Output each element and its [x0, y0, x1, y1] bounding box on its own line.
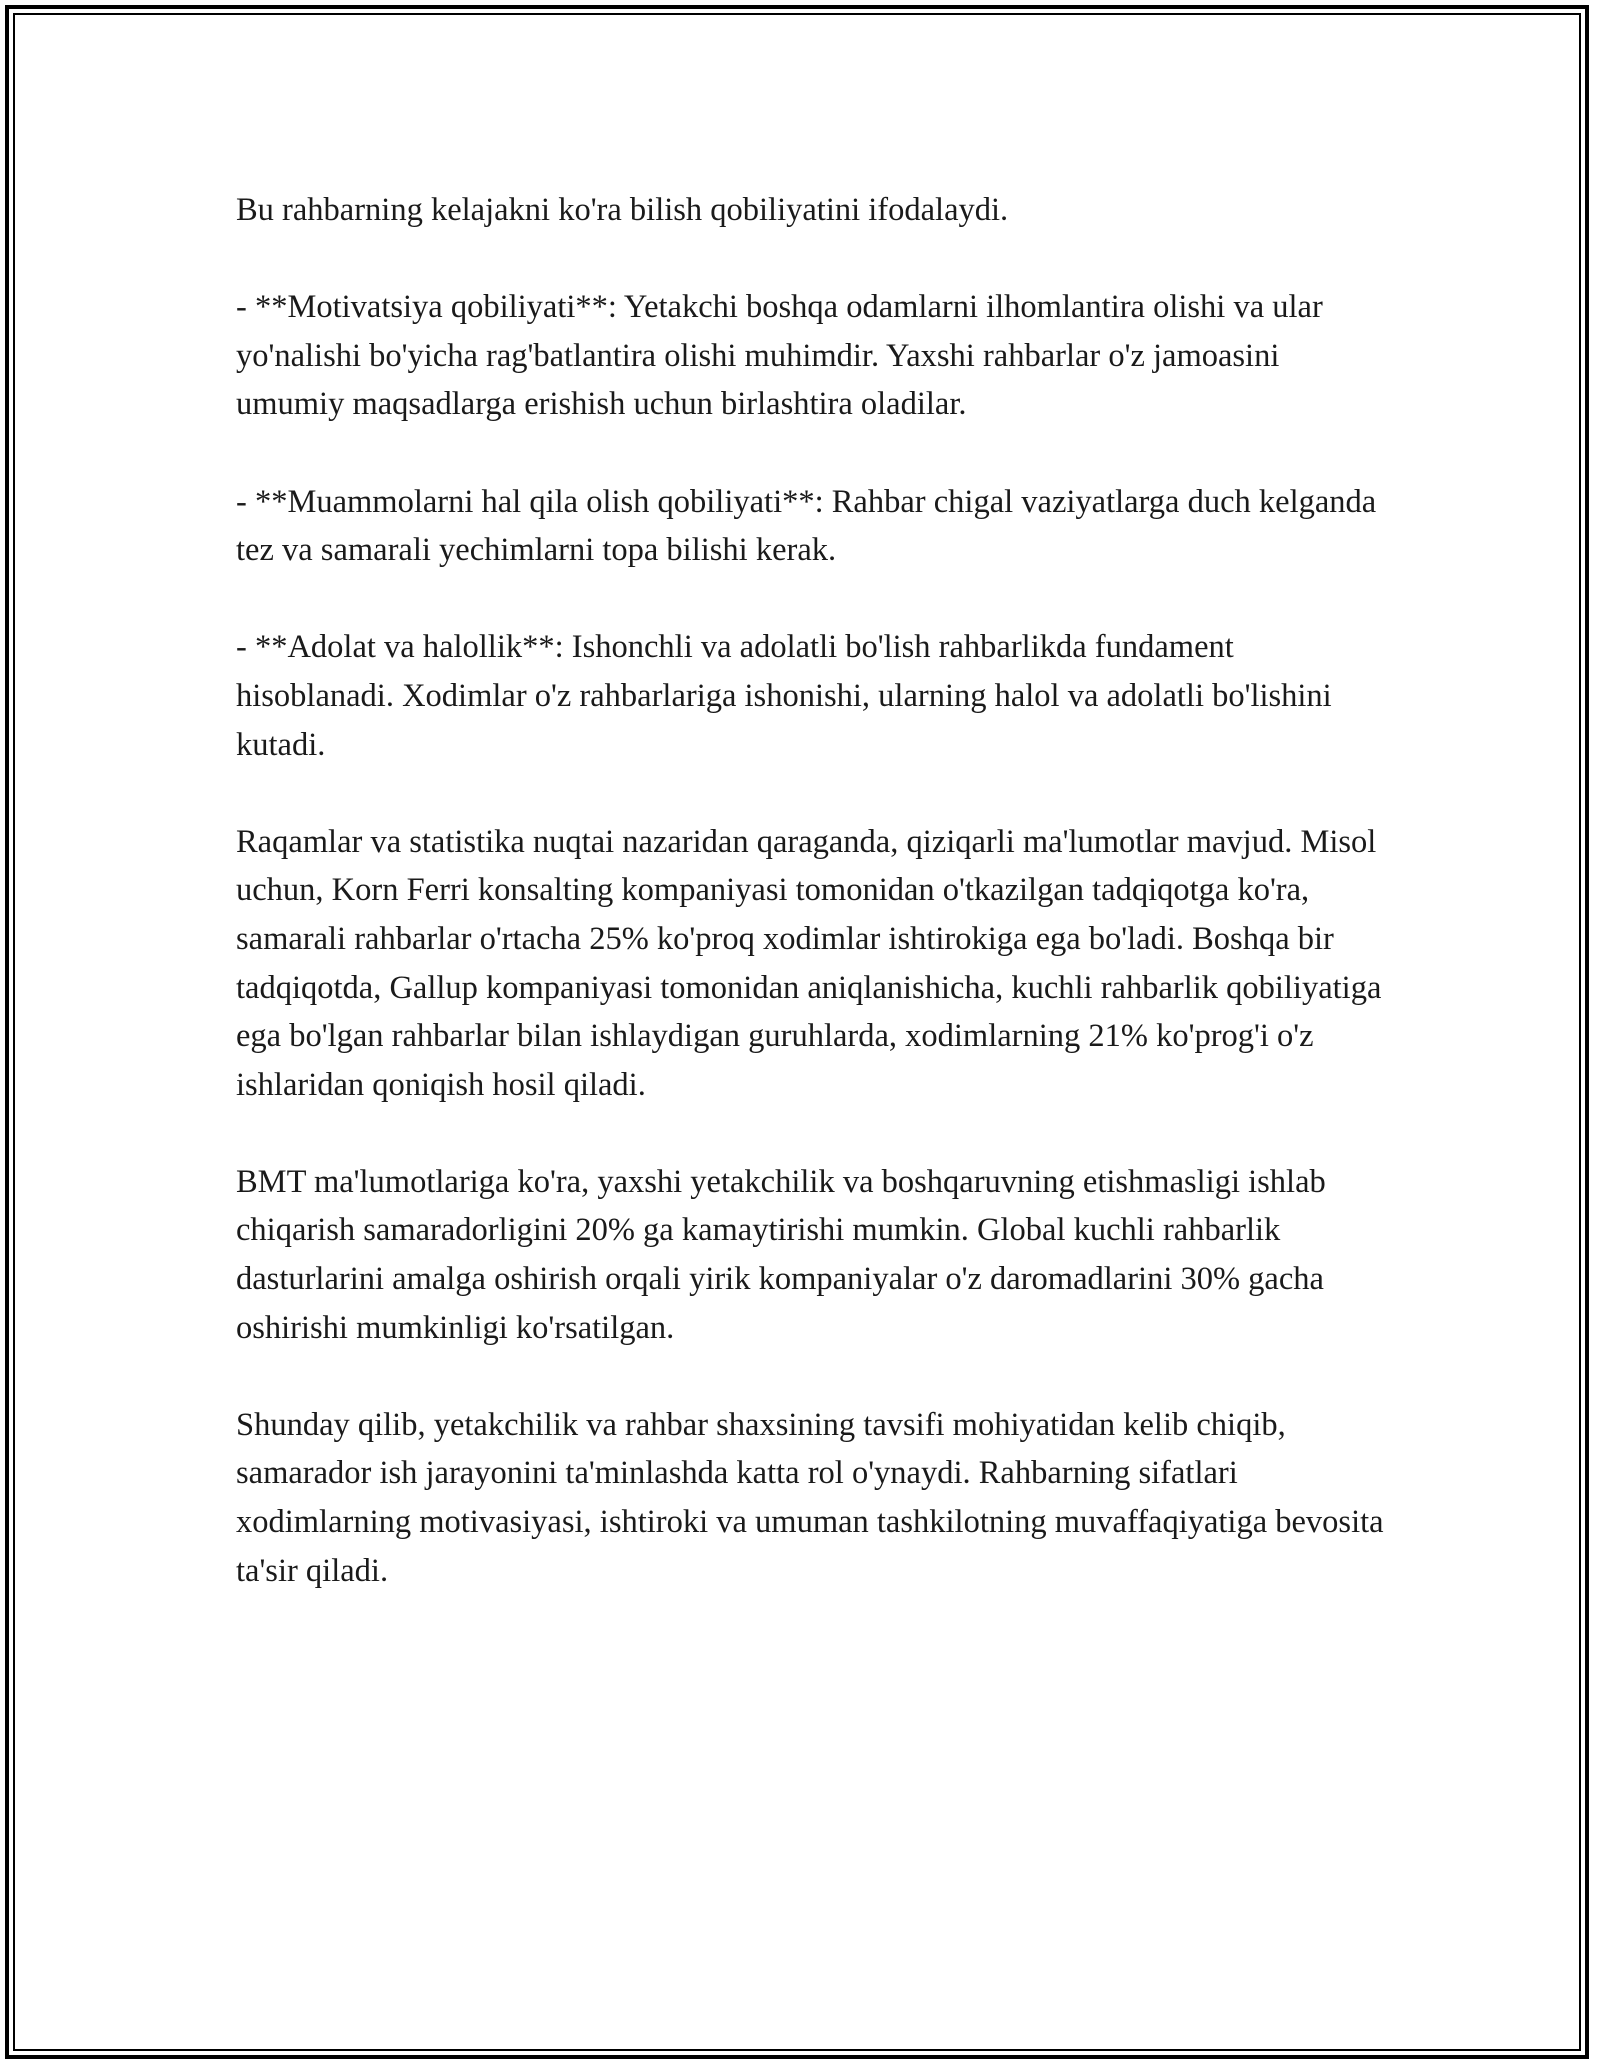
paragraph-fairness-honesty: - **Adolat va halollik**: Ishonchli va adolatli bo'lish rahbarlikda fundament hisoblanadi. Xodimlar o'z rahbarlariga ishonishi, ularning halol va adolatli bo'lishini kutadi. — [236, 629, 1332, 763]
paragraph-conclusion: Shunday qilib, yetakchilik va rahbar shaxsining tavsifi mohiyatidan kelib chiqib, samarador ish jarayonini ta'minlashda katta rol o'ynaydi. Rahbarning sifatlari xodimlarning motivasiyasi, ishtiroki va umuman tashkilotning muvaffaqiyatiga bevosita ta'sir qiladi. — [236, 1406, 1384, 1589]
paragraph-motivation-ability: - **Motivatsiya qobiliyati**: Yetakchi boshqa odamlarni ilhomlantira olishi va ular yo'nalishi bo'yicha rag'batlantira olishi muhimdir. Yaxshi rahbarlar o'z jamoasini umumiy maqsadlarga erishish uchun birlashtira oladilar. — [236, 289, 1323, 423]
paragraph-vision-summary: Bu rahbarning kelajakni ko'ra bilish qobiliyatini ifodalaydi. — [236, 192, 1009, 228]
paragraph-statistics: Raqamlar va statistika nuqtai nazaridan qaraganda, qiziqarli ma'lumotlar mavjud. Misol uchun, Korn Ferri konsalting kompaniyasi tomonidan o'tkazilgan tadqiqotga ko'ra, samarali rahbarlar o'rtacha 25% ko'proq xodimlar ishtirokiga ega bo'ladi. Boshqa bir tadqiqotda, Gallup kompaniyasi tomonidan aniqlanishicha, kuchli rahbarlik qobiliyatiga ega bo'lgan rahbarlar bilan ishlaydigan guruhlarda, xodimlarning 21% ko'prog'i o'z ishlaridan qoniqish hosil qiladi. — [236, 823, 1382, 1103]
paragraph-problem-solving: - **Muammolarni hal qila olish qobiliyati**: Rahbar chigal vaziyatlarga duch kelganda tez va samarali yechimlarni topa bilishi kerak. — [236, 483, 1377, 569]
document-body — [236, 186, 1386, 1644]
paragraph-un-data: BMT ma'lumotlariga ko'ra, yaxshi yetakchilik va boshqaruvning etishmasligi ishlab chiqarish samaradorligini 20% ga kamaytirishi mumkin. Global kuchli rahbarlik dasturlarini amalga oshirish orqali yirik kompaniyalar o'z daromadlarini 30% gacha oshirishi mumkinligi ko'rsatilgan. — [236, 1163, 1326, 1346]
